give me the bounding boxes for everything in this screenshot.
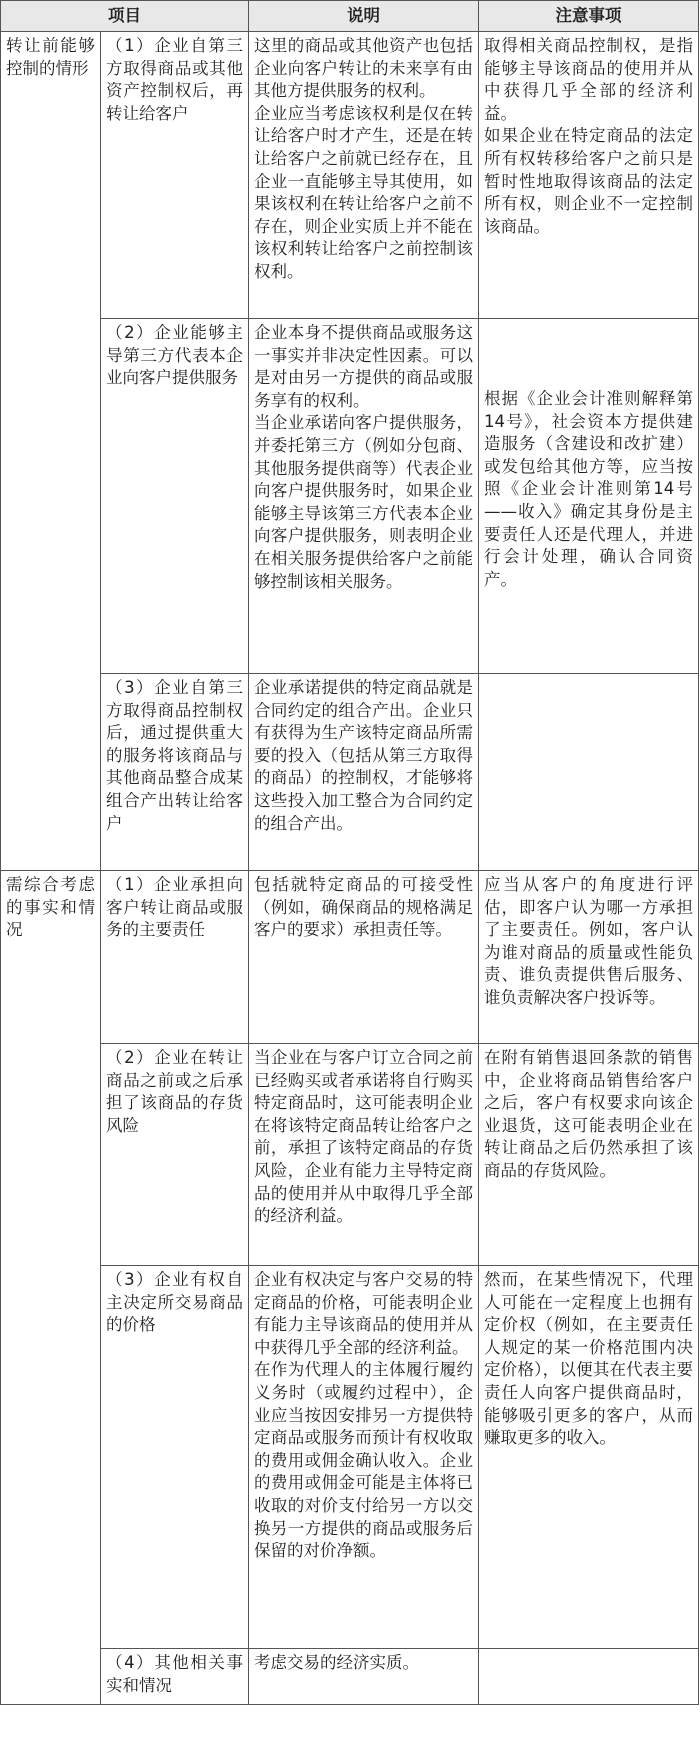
- row-description: [249, 1266, 479, 1649]
- note-paragraph: 在附有销售退回条款的销售中，企业将商品销售给客户之后，客户有权要求向该企业退货，这可能表明企业在转让商品之后仍然承担了该商品的存货风险。: [484, 1048, 693, 1180]
- row-description: [249, 32, 479, 319]
- row-item: （1）企业自第三方取得商品或其他资产控制权后，再转让给客户: [101, 32, 249, 319]
- note-spacer: [484, 322, 693, 388]
- table-header-row: [1, 1, 699, 32]
- description-paragraph: 当企业承诺向客户提供服务，并委托第三方（例如分包商、其他服务提供商等）代表企业向客户提供服务时，如果企业能够主导该第三方代表本企业向客户提供服务，则表明企业在相关服务提供给客户之前能够控制该相关服务。: [254, 413, 473, 591]
- row-note: [479, 1266, 699, 1649]
- description-paragraph: 企业有权决定与客户交易的特定商品的价格，可能表明企业有能力主导该商品的使用并从中获得几乎全部的经济利益。: [254, 1270, 473, 1357]
- note-paragraph: 应当从客户的角度进行评估，即客户认为哪一方承担了主要责任。例如，客户认为谁对商品的质量或性能负责、谁负责提供售后服务、谁负责解决客户投诉等。: [484, 875, 693, 1007]
- table-row: [1, 1044, 699, 1266]
- row-description: [249, 1649, 479, 1705]
- header-description: 说明: [249, 1, 479, 32]
- description-paragraph: 包括就特定商品的可接受性（例如，确保商品的规格满足客户的要求）承担责任等。: [254, 875, 473, 940]
- group-title: 转让前能够控制的情形: [1, 32, 101, 871]
- row-item: （2）企业在转让商品之前或之后承担了该商品的存货风险: [101, 1044, 249, 1266]
- group-title: 需综合考虑的事实和情况: [1, 871, 101, 1705]
- row-description: [249, 674, 479, 871]
- description-paragraph: 这里的商品或其他资产也包括企业向客户转让的未来享有由其他方提供服务的权利。: [254, 36, 473, 101]
- row-item: （4）其他相关事实和情况: [101, 1649, 249, 1705]
- row-note: [479, 871, 699, 1044]
- row-note: [479, 319, 699, 674]
- header-notes: 注意事项: [479, 1, 699, 32]
- header-item: 项目: [1, 1, 249, 32]
- row-description: [249, 319, 479, 674]
- row-description: [249, 871, 479, 1044]
- description-paragraph: 企业应当考虑该权利是仅在转让给客户时才产生，还是在转让给客户之前就已经存在，且企业一直能够主导其使用，如果该权利在转让给客户之前不存在，则企业实质上并不能在该权利转让给客户之前控制该权利。: [254, 103, 473, 281]
- row-note: [479, 674, 699, 871]
- description-paragraph: 在作为代理人的主体履行履约义务时（或履约过程中），企业应当按因安排另一方提供特定商品或服务而预计有权收取的费用或佣金确认收入。企业的费用或佣金可能是主体将已收取的对价支付给另一方以交换另一方提供的商品或服务后保留的对价净额。: [254, 1360, 473, 1561]
- row-item: （1）企业承担向客户转让商品或服务的主要责任: [101, 871, 249, 1044]
- row-item: （3）企业有权自主决定所交易商品的价格: [101, 1266, 249, 1649]
- table-row: [1, 674, 699, 871]
- row-note: [479, 1044, 699, 1266]
- note-paragraph: 取得相关商品控制权，是指能够主导该商品的使用并从中获得几乎全部的经济利益。: [484, 36, 693, 123]
- table-row: [1, 32, 699, 319]
- row-description: [249, 1044, 479, 1266]
- table-row: [1, 871, 699, 1044]
- description-paragraph: 企业本身不提供商品或服务这一事实并非决定性因素。可以是对由另一方提供的商品或服务享有的权利。: [254, 323, 473, 410]
- row-note: [479, 32, 699, 319]
- table-row: [1, 1266, 699, 1649]
- row-item: （3）企业自第三方取得商品控制权后，通过提供重大的服务将该商品与其他商品整合成某组合产出转让给客户: [101, 674, 249, 871]
- row-item: （2）企业能够主导第三方代表本企业向客户提供服务: [101, 319, 249, 674]
- note-paragraph: 然而，在某些情况下，代理人可能在一定程度上也拥有定价权（例如，在主要责任人规定的某一价格范围内决定价格），以便其在代表主要责任人向客户提供商品时，能够吸引更多的客户，从而赚取更多的收入。: [484, 1270, 693, 1448]
- note-paragraph: 根据《企业会计准则解释第14号》，社会资本方提供建造服务（含建设和改扩建）或发包给其他方等，应当按照《企业会计准则第14号——收入》确定其身份是主要责任人还是代理人，并进行会计处理，确认合同资产。: [484, 389, 693, 589]
- table-row: [1, 319, 699, 674]
- table-row: [1, 1649, 699, 1705]
- row-note: [479, 1649, 699, 1705]
- note-paragraph: 如果企业在特定商品的法定所有权转移给客户之前只是暂时性地取得该商品的法定所有权，则企业不一定控制该商品。: [484, 126, 693, 236]
- description-paragraph: 企业承诺提供的特定商品就是合同约定的组合产出。企业只有获得为生产该特定商品所需要的投入（包括从第三方取得的商品）的控制权，才能够将这些投入加工整合为合同约定的组合产出。: [254, 678, 473, 833]
- description-paragraph: 考虑交易的经济实质。: [254, 1653, 419, 1672]
- description-paragraph: 当企业在与客户订立合同之前已经购买或者承诺将自行购买特定商品时，这可能表明企业在将该特定商品转让给客户之前，承担了该特定商品的存货风险，企业有能力主导特定商品的使用并从中取得几乎全部的经济利益。: [254, 1048, 473, 1226]
